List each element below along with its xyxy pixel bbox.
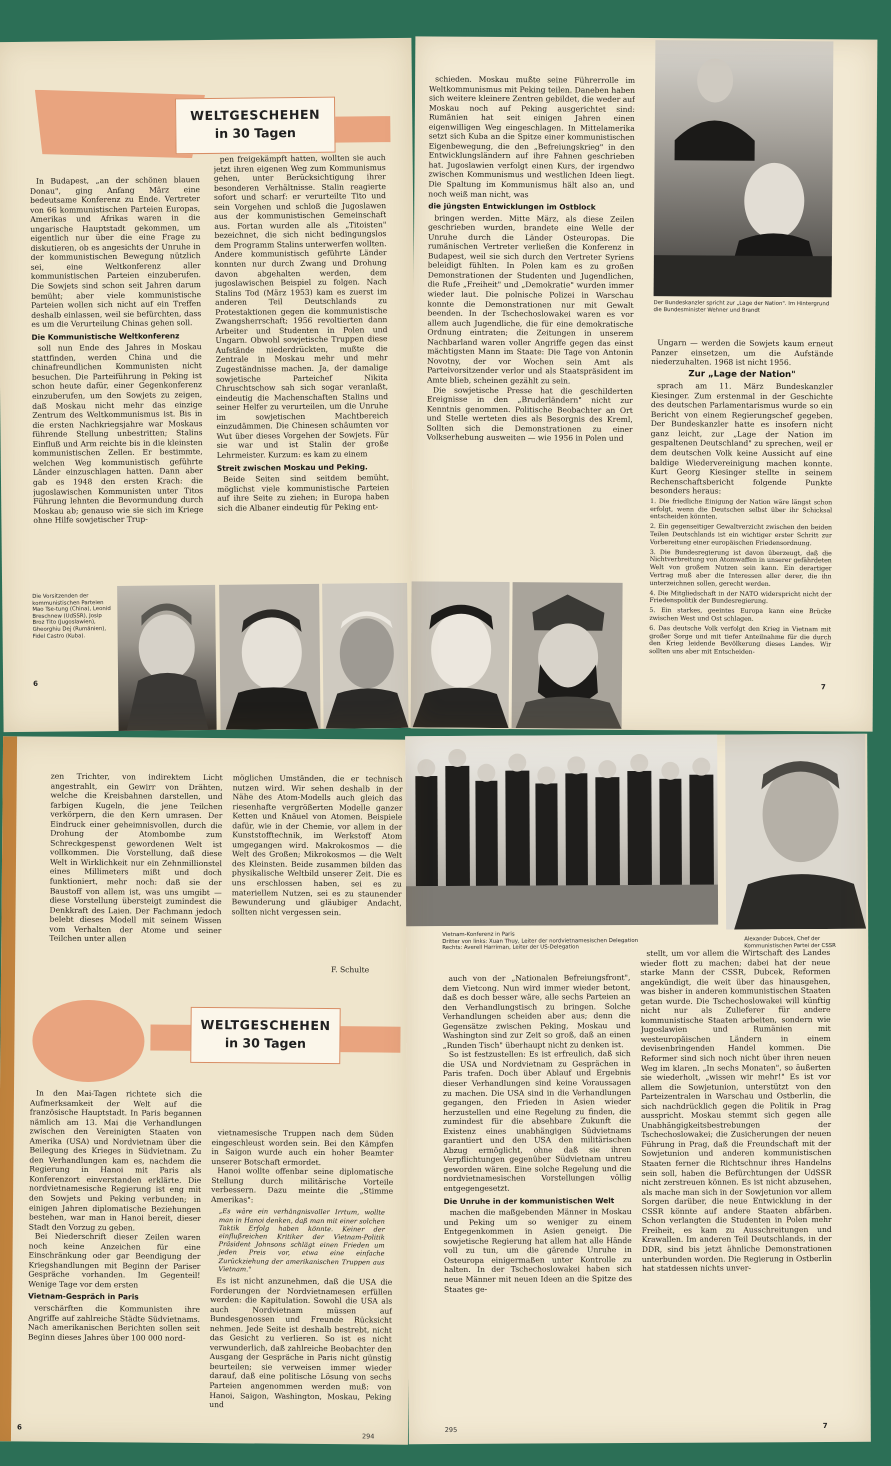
paragraph: auch von der „Nationalen Befreiungsfront", dem Vietcong. Nun wird immer wieder betont, daß es doch besser wäre, alle sechs Parteien an den Verhandlungstisch zu bringen. Solche Verhandlungen scheiden aber aus; denn die Gegensätze zwischen Peking, Moskau und Washington sind zur Zeit so groß, daß an einen „Runden Tisch" überhaupt nicht zu denken ist. xyxy=(442,973,631,1050)
folio-number: 294 xyxy=(361,1432,375,1441)
block-quote: „Es wäre ein verhängnisvoller Irrtum, wollte man in Hanoi denken, daß man mit einer solchen Taktik Erfolg haben könnte. Keiner der einflußreichen Kritiker der Vietnam-Politik Präsident Johnsons schlägt einen Frieden um jeden Preis vor, etwa eine einfache Zurückziehung der amerikanischen Truppen aus Vietnam." xyxy=(218,1207,385,1274)
page-number: 6 xyxy=(17,1423,22,1432)
subheading: Die Unruhe in der kommunistischen Welt xyxy=(443,1195,615,1206)
photo-breschnew xyxy=(219,584,321,730)
article-column xyxy=(214,153,391,587)
photo-caption-conference: Vietnam-Konferenz in Paris Dritter von links: Xuan Thuy, Leiter der nordvietnamesischen Delegation Rechts: Averell Harriman, Leiter der US-Delegation xyxy=(442,931,639,952)
banner-title: WELTGESCHEHEN xyxy=(200,1016,331,1034)
banner-title: WELTGESCHEHEN xyxy=(190,106,321,124)
paragraph: Die sowjetische Presse hat die geschilderten Ereignisse in den „Bruderländern" nicht zur Kenntnis genommen. Politische Beobachter an Ort und Stelle werteten dies als Besorgnis des Kreml, Sollten sich die Demonstrationen zu einer Volkserhebung ausweiten — wie 1956 in Polen und xyxy=(426,385,633,444)
paragraph: zen Trichter, von indirektem Licht angestrahlt, ein Gewirr von Drähten, welche die Kreisbahnen darstellen, und farbigen Kugeln, die jene Teilchen verkörpern, die den Kern umrasen. Der Eindruck einer geheimnisvollen, durch die Drohung der Atombombe zum Schreckgespenst gewordenen Welt ist vollkommen. Die Vorstellung, daß diese Welt in Wirklichkeit nur ein Zehnmillionstel eines Millimeters mißt und doch funktioniert, mehr noch: daß sie der Baustoff von allem ist, was uns umgibt — diese Vorstellung übersteigt zumindest die Denkkraft des Laien. Der Fachmann jedoch belebt dieses Modell mit seinem Wissen vom Verhalten der Atome und seiner Teilchen unter allen xyxy=(49,771,223,944)
article-column xyxy=(209,1128,394,1435)
banner-subtitle: in 30 Tagen xyxy=(214,125,296,141)
spread2-left-page xyxy=(0,736,414,1445)
banner-subtitle: in 30 Tagen xyxy=(224,1035,306,1051)
photo-tito xyxy=(322,583,409,729)
paragraph: In den Mai-Tagen richtete sich die Aufmerksamkeit der Welt auf die französische Hauptstadt. In Paris begannen nämlich am 13. Mai die Verhandlungen zwischen den Vereinigten Staaten von Amerika (USA) und Nordvietnam über die Beilegung des Krieges in Südvietnam. Zu den Verhandlungen kam es, nachdem die Regierung in Hanoi mit Paris als Konferenzort einverstanden erklärte. Die nordvietnamesische Regierung ist eng mit den Sowjets und Peking verbunden; in einigen Jahren diplomatische Beziehungen bestehen, war man in Hanoi bereit, dieser Stadt den Vorzug zu geben. xyxy=(28,1088,203,1233)
list-item: 6. Das deutsche Volk verfolgt den Krieg in Vietnam mit großer Sorge und mit tiefer Anteilnahme für die durch den Krieg leidende Bevölkerung dieses Landes. Wir sollten uns aber mit Entscheiden- xyxy=(649,624,832,656)
paragraph: sprach am 11. März Bundeskanzler Kiesinger. Zum erstenmal in der Geschichte des deutschen Parlamentarismus wurde so ein Bericht von einem Regierungschef gegeben. Der Bundeskanzler hatte es insofern nicht ganz leicht, zur „Lage der Nation im gespaltenen Deutschland" zu sprechen, weil er dem deutschen Volk keine Aussicht auf eine baldige Wiedervereinigung machen konnte. Kurt Georg Kiesinger stellte in seinem Rechenschaftsbericht folgende Punkte besonders heraus: xyxy=(650,381,834,496)
photo-caption-leaders: Die Vorsitzenden der kommunistischen Parteien Mao Tse-tung (China), Leonid Breschnew (UdSSR), Josip Broz Tito (Jugoslawien), Gheorghiu Dej (Rumänien), Fidel Castro (Kuba). xyxy=(32,593,111,640)
article-column xyxy=(49,772,223,983)
paragraph: schieden. Moskau mußte seine Führerrolle im Weltkommunismus mit Peking teilen. Daneben haben sich weitere kleinere Zentren gebildet, die weder auf Moskau noch auf Peking ausgerichtet sind: Rumänien hat seit einigen Jahren einen eigenwilligen Weg eingeschlagen. In Mittelamerika setzt sich Kuba an die Spitze einer kommunistischen Eigenbewegung, die den „Befreiungskrieg" in den Entwicklungsländern auf ihre Fahnen geschrieben hat. Jugoslawien verfolgt einen Kurs, der irgendwo zwischen Kommunismus und westlichen Ideen liegt. Die Spaltung im Kommunismus hält also an, und noch weiß man nicht, was xyxy=(428,74,636,199)
page-number: 7 xyxy=(820,683,826,692)
article-column xyxy=(649,338,833,657)
photo-caption-kiesinger: Der Bundeskanzler spricht zur „Lage der Nation". Im Hintergrund die Bundesminister Wehner und Brandt xyxy=(653,300,830,314)
article-column xyxy=(426,74,636,578)
paragraph: In Budapest, „an der schönen blauen Donau", ging Anfang März eine bedeutsame Konferenz zu Ende. Vertreter von 66 kommunistischen Parteien Europas, Amerikas und Afrikas waren in die ungarische Hauptstadt gekommen, um eigentlich nur über die eine Frage zu diskutieren, ob es angesichts der Unruhe in der kommunistischen Bewegung nützlich sei, eine Weltkonferenz aller kommunistischen Parteien einzuberufen. Die Sowjets sind schon seit Jahren darum bemüht; aber viele kommunistische Parteien wollen sich nicht auf ein Treffen deshalb einlassen, weil sie befürchten, dass es um die Verurteilung Chinas gehen soll. xyxy=(29,175,202,330)
paragraph: Beide Seiten sind seitdem bemüht, möglichst viele kommunistische Parteien auf ihre Seite zu ziehen; in Europa haben sich die Albaner eindeutig für Peking ent- xyxy=(217,473,390,513)
section-banner xyxy=(30,991,401,1084)
page-number: 7 xyxy=(822,1422,828,1431)
folio-number: 295 xyxy=(444,1425,458,1435)
spread2-right-page xyxy=(405,734,871,1444)
list-item: 3. Die Bundesregierung ist davon überzeugt, daß die Nichtverbreitung von Atomwaffen in unserer gefährdeten Welt von großem Nutzen sein kann. Ein derartiger Vertrag muß aber die Interessen aller derer, die ihn unterzeichnen sollen, gerecht werden. xyxy=(649,548,832,588)
paragraph: Ungarn — werden die Sowjets kaum erneut Panzer einsetzen, um die Aufstände niederzuhalten. 1968 ist nicht 1956. xyxy=(651,338,834,368)
paragraph: Es ist nicht anzunehmen, daß die USA die Forderungen der Nordvietnamesen erfüllen werden: die Kapitulation. Sowohl die USA als auch Nordvietnam müssen auf Bundesgenossen und Freunde Rücksicht nehmen. Jede Seite ist deshalb bestrebt, nicht das Gesicht zu verlieren. So ist es nicht verwunderlich, daß zahlreiche Beobachter den Ausgang der Gespräche in Paris nicht günstig beurteilen; sie verweisen immer wieder darauf, daß eine politische Lösung von sechs Parteien angenommen werden muß: von Hanoi, Saigon, Washington, Moskau, Peking und xyxy=(209,1276,393,1410)
paragraph: pen freigekämpft hatten, wollten sie auch jetzt ihren eigenen Weg zum Kommunismus gehen, unter Berücksichtigung ihrer besonderen Verhältnisse. Stalin reagierte sofort und scharf: er verurteilte Tito und sein Vorgehen und schloß die Jugoslawen aus der kommunistischen Gemeinschaft aus. Fortan wurden alle als „Titoisten" bezeichnet, die sich nicht bedingungslos dem Programm Stalins unterwerfen wollten. Andere kommunistisch geführte Länder konnten nur durch Zwang und Drohung davon abgehalten werden, dem jugoslawischen Beispiel zu folgen. Nach Stalins Tod (März 1953) kam es zuerst im anderen Teil Deutschlands zu Protestaktionen gegen die kommunistische Zwangsherrschaft; 1956 revoltierten dann Arbeiter und Studenten in Polen und Ungarn. Obwohl sowjetische Truppen diese Aufstände niederdrückten, mußte die Zentrale in Moskau mehr und mehr Zugeständnisse machen. Ja, der damalige sowjetische Parteichef Nikita Chruschtschow sah sich sogar veranlaßt, eindeutig die Machenschaften Stalins und seiner Helfer zu verurteilen, um die Unruhe im sowjetischen Machtbereich einzudämmen. Die Chinesen schäumten vor Wut über dieses Vorgehen der Sowjets. Für sie war und ist Stalin der große Lehrmeister. Kurzum: es kam zu einem xyxy=(213,153,389,460)
paragraph: Bei Niederschrift dieser Zeilen waren noch keine Anzeichen für eine Einschränkung oder gar Beendigung der Kriegshandlungen mit Beginn der Pariser Gespräche vorhanden. Im Gegenteil! Wenige Tage vor dem ersten xyxy=(28,1231,201,1290)
list-item: 1. Die friedliche Einigung der Nation wäre längst schon erfolgt, wenn die Deutschen selbst über ihr Schicksal entscheiden könnten. xyxy=(650,497,833,521)
subheading: Zur „Lage der Nation" xyxy=(688,368,796,380)
article-column xyxy=(30,175,204,589)
paragraph: soll nun Ende des Jahres in Moskau stattfinden, werden China und die chinafreundlichen Kommunisten nicht besuchen. Die Parteiführung in Peking ist schon heute dafür, einer Gegenkonferenz einzuberufen, um den Sowjets zu zeigen, daß Moskau nicht mehr das einzige Zentrum des Weltkommunismus ist. Bis in die ersten Nachkriegsjahre war Moskaus führende Stellung unbestritten; Stalins Einfluß und Arm reichte bis in die kleinsten kommunistischen Zellen. Er bestimmte, welchen Weg kommunistisch geführte Länder einzuschlagen hatten. Dann aber gab es 1948 den ersten Krach: die jugoslawischen Kommunisten unter Titos Führung lehnten die Bevormundung durch Moskau ab; genauso wie sie sich im Kriege ohne Hilfe sowjetischer Trup- xyxy=(31,342,204,525)
spread1-left-page xyxy=(0,38,419,732)
subheading: Vietnam-Gespräch in Paris xyxy=(28,1291,139,1302)
paragraph: vietnamesische Truppen nach dem Süden eingeschleust worden sein. Bei den Kämpfen in Saigon wurde auch ein hoher Beamter unserer Botschaft ermordet. xyxy=(211,1128,394,1167)
photo-dubcek xyxy=(725,734,866,930)
list-item: 2. Ein gegenseitiger Gewaltverzicht zwischen den beiden Teilen Deutschlands ist ein wichtiger erster Schritt zur Vorbereitung einer europäischen Friedensordnung. xyxy=(649,523,833,547)
numbered-list xyxy=(649,498,832,657)
paragraph: möglichen Umständen, die er technisch nutzen wird. Wir sehen deshalb in der Nähe des Atom-Modells auch gleich das riesenhafte vergrößerten Modelle ganzer Ketten und Knäuel von Atomen. Beispiele dafür, wie in der Chemie, vor allem in der Kunststofftechnik, im Werkstoff Atom umgegangen wird. Makrokosmos — die Welt des Großen; Mikrokosmos — die Welt des Kleinsten. Beide zusammen bilden das physikalische Weltbild unserer Zeit. Die es uns erschlossen haben, sei es zu materiellem Nutzen, sei es zu staunender Bewunderung und gläubiger Andacht, sollten nicht vergessen sein. xyxy=(231,773,403,917)
author-signature: F. Schulte xyxy=(331,965,370,975)
photo-vietnam-conference xyxy=(405,735,718,927)
page-number: 6 xyxy=(33,679,39,688)
photo-kiesinger-bundestag xyxy=(654,40,834,297)
spread1-right-page xyxy=(411,36,878,731)
photo-mao xyxy=(117,585,217,731)
paragraph: Hanoi wollte offenbar seine diplomatische Stellung durch militärische Vorteile verbessern. Dazu meinte die „Stimme Amerikas": xyxy=(211,1166,394,1205)
banner-title-box xyxy=(190,1007,340,1064)
subheading: Streit zwischen Moskau und Peking. xyxy=(216,461,368,473)
article-column xyxy=(640,948,833,1429)
article-column xyxy=(231,773,403,974)
list-item: 5. Ein starkes, geeintes Europa kann eine Brücke zwischen West und Ost schlagen. xyxy=(649,607,832,623)
photo-gheorghiu-dej xyxy=(411,581,510,728)
article-column xyxy=(27,1088,202,1434)
subheading: Die Kommunistische Weltkonferenz xyxy=(31,331,180,342)
list-item: 4. Die Mitgliedschaft in der NATO widerspricht nicht der Friedenspolitik der Bundesregierung. xyxy=(649,589,832,606)
photo-castro xyxy=(512,582,623,729)
paragraph: stellt, um vor allem die Wirtschaft des Landes wieder flott zu machen; dabei hat der neue starke Mann der CSSR, Dubcek, Reformen angekündigt, die weit über das hinausgehen, was bisher in anderen kommunistischen Staaten getan wurde. Die Tschechoslowakei will künftig nicht nur als Zulieferer für andere kommunistische Staaten arbeiten, sondern wie Jugoslawien und Rumänien mit westeuropäischen Ländern in einem devisenbringenden Handel kommen. Die Reformer sind sich noch nicht über ihren neuen Weg im klaren. „In sechs Monaten", so äußerten sie wiederholt, „wissen wir mehr!" Es ist vor allem die Sowjetunion, unterstützt von den Parteizentralen in Warschau und Ostberlin, die sich nachdrücklich gegen die Politik in Prag ausspricht. Moskau stemmt sich gegen alle Unabhängigkeitsbestrebungen der Tschechoslowakei; die Zusicherungen der neuen Führung in Prag, daß die Freundschaft mit der Sowjetunion und anderen kommunistischen Staaten ferner die Richtschnur ihres Handelns sein soll, haben die Befürchtungen der UdSSR nicht zerstreuen können. Es ist nicht abzusehen, als mache man sich in der Sowjetunion vor allem Sorgen darüber, die neue Entwicklung in der CSSR könnte auf andere Staaten abfärben. Schon verlangten die Studenten in Polen mehr Freiheit, es kam zu Ausschreitungen und Krawallen. Im anderen Teil Deutschlands, in der DDR, sind bis jetzt ähnliche Demonstrationen unterbunden worden. Die Regierung in Ostberlin hat statdessen nichts unver- xyxy=(640,947,832,1274)
paragraph: verschärften die Kommunisten ihre Angriffe auf zahlreiche Städte Südvietnams. Nach amerikanischen Berichten sollen seit Beginn dieses Jahres über 100 000 nord- xyxy=(27,1303,201,1343)
paragraph: bringen werden. Mitte März, als diese Zeilen geschrieben wurden, brandete eine Welle der Unruhe durch die Länder Osteuropas. Die rumänischen Vertreter verließen die Konferenz in Budapest, weil sie sich durch den Vertreter Syriens beleidigt fühlten. In Polen kam es zu großen Demonstrationen der Studenten und Jugendlichen, die Rufe „Freiheit" und „Demokratie" wurden immer wieder laut. Die polnische Polizei in Warschau konnte die Demonstrationen nur mit Gewalt beenden. In der Tschechoslowakei waren es vor allem auch Jugendliche, die für eine demokratische Ordnung eintraten; die Zeitungen in unserem Nachbarland waren voller Angriffe gegen das einst mächtigsten Mann im Staate: Die Tage von Antonin Novotny, der vor Wochen sein Amt als Parteivorsitzender verlor und als Staatspräsident im Amte blieb, scheinen gezählt zu sein. xyxy=(426,213,635,386)
globe-graphic xyxy=(32,999,145,1082)
page-edge-strip xyxy=(0,736,17,1441)
paragraph: machen die maßgebenden Männer in Moskau und Peking um so weniger zu einem Entgegenkommen in Asien geneigt. Die sowjetische Regierung hat allem hat alle Hände voll zu tun, um die gärende Unruhe in Osteuropa einigermaßen unter Kontrolle zu halten. In der Tschechoslowakei haben sich neue Männer mit neuen Ideen an die Spitze des Staates ge- xyxy=(443,1207,633,1294)
photo-caption-dubcek: Alexander Dubcek, Chef der Kommunistischen Partei der CSSR xyxy=(744,936,836,950)
banner-title-box xyxy=(175,97,336,155)
subheading: die jüngsten Entwicklungen im Ostblock xyxy=(428,201,596,212)
paragraph: So ist festzustellen: Es ist erfreulich, daß sich die USA und Nordvietnam zu Gesprächen in Paris trafen. Doch über Ablauf und Ergebnis dieser Verhandlungen sind keine Voraussagen zu machen. Die USA sind in die Verhandlungen gegangen, den Frieden in Asien wieder herzustellen und eine Regelung zu finden, die zumindest für die absehbare Zukunft die Existenz eines unabhängigen Südvietnams garantiert und den USA den militärischen Abzug ermöglicht, ohne daß sie ihren Verpflichtungen gegenüber Südvietnam untreu geworden wären. Eine solche Regelung und die nordvietnamesischen Vorstellungen völlig entgegengesetzt. xyxy=(442,1049,632,1194)
article-column xyxy=(442,973,632,1429)
